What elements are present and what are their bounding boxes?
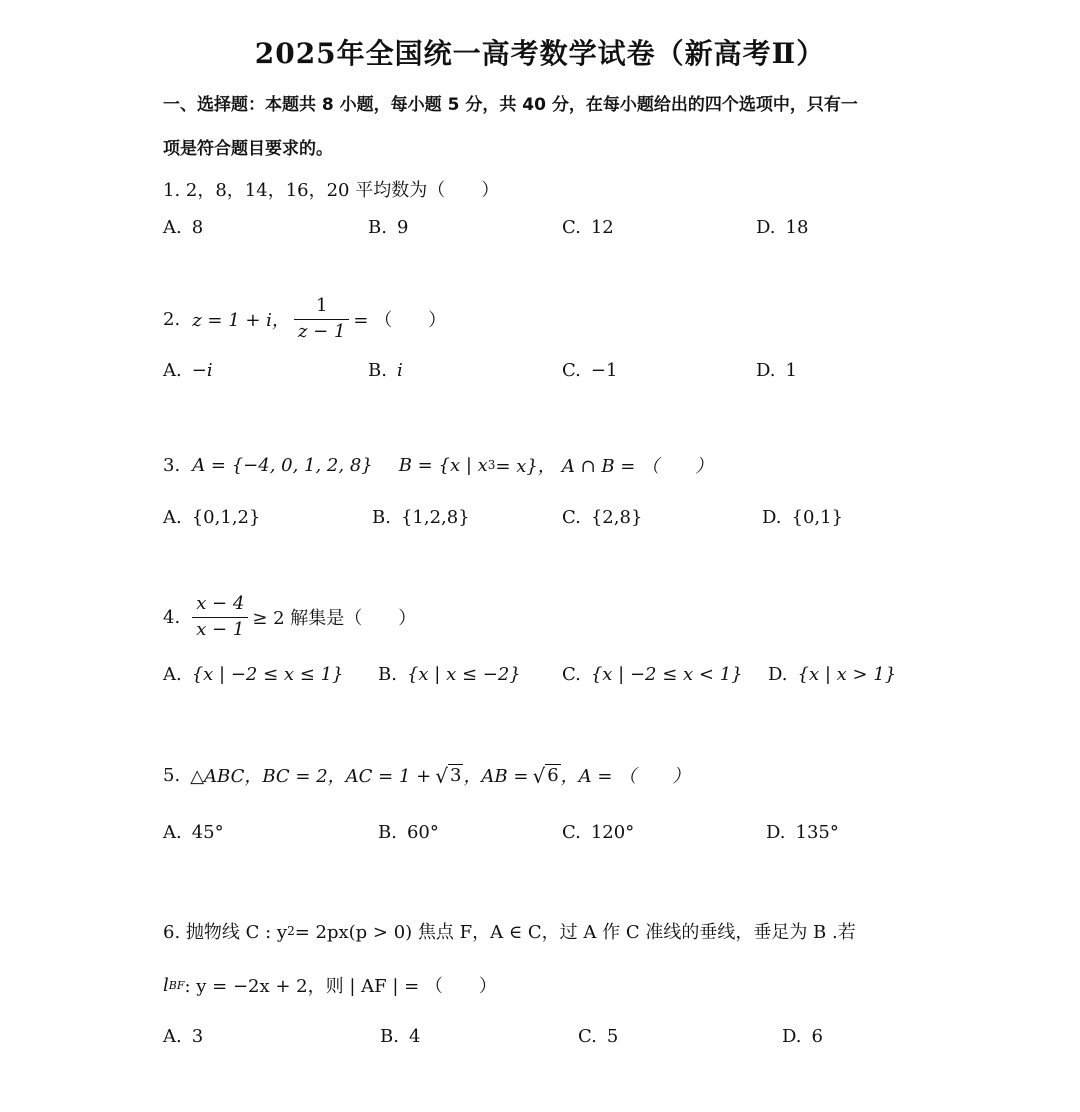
section-instructions-line1: 一、选择题：本题共 8 小题，每小题 5 分，共 40 分，在每小题给出的四个选项中，只有一 [163,95,858,115]
question-3-stem: 3. A = {−4, 0, 1, 2, 8} B = {x | x 3 = x}， A ∩ B = （ ） [163,454,714,477]
question-6-option-d: D. 6 [782,1026,823,1047]
question-4-option-c: C. {x | −2 ≤ x < 1} [562,664,743,685]
question-4-option-d: D. {x | x > 1} [768,664,897,685]
question-5-stem: 5. △ABC，BC = 2，AC = 1 + √ 3 ，AB = √ 6 ，A = （ ） [163,764,691,789]
question-2-option-a: A. −i [163,360,213,381]
question-5-option-c: C. 120° [562,822,635,843]
question-5-option-a: A. 45° [163,822,224,843]
question-1-option-b: B. 9 [368,217,409,238]
question-1-stem: 1. 2，8，14，16，20 平均数为（ ） [163,180,500,201]
question-2-stem: 2. z = 1 + i， $\frac{1}{z - 1}$ = （ ） [163,295,447,342]
question-6-stem-line2: l BF : y = −2x + 2，则 | AF | = （ ） [163,974,497,997]
question-6-stem-line1: 6. 抛物线 C : y 2 = 2px(p > 0) 焦点 F，A ∈ C，过 A 作 C 准线的垂线，垂足为 B .若 [163,922,856,943]
question-3-option-a: A. {0,1,2} [163,507,261,528]
question-3-option-d: D. {0,1} [762,507,844,528]
question-2-fraction: $\frac{1}{z - 1}$ [294,296,349,342]
question-2-option-d: D. 1 [756,360,797,381]
question-5-option-b: B. 60° [378,822,439,843]
question-4-option-b: B. {x | x ≤ −2} [378,664,521,685]
question-1-option-a: A. 8 [163,217,204,238]
question-5-option-d: D. 135° [766,822,839,843]
question-1-option-c: C. 12 [562,217,614,238]
sqrt-3: √ 3 [435,764,462,789]
question-6-option-b: B. 4 [380,1026,421,1047]
page-title: 2025年全国统一高考数学试卷（新高考Ⅱ） [254,37,826,70]
question-4-option-a: A. {x | −2 ≤ x ≤ 1} [163,664,344,685]
sqrt-6: √ 6 [532,764,559,789]
question-3-option-c: C. {2,8} [562,507,643,528]
question-4-stem: 4. $\frac{x - 4}{x - 1}$ ≥ 2 解集是（ ） [163,593,417,640]
question-4-fraction: $\frac{x - 4}{x - 1}$ [192,594,248,640]
section-instructions-line2: 项是符合题目要求的。 [163,139,333,159]
question-1-option-d: D. 18 [756,217,809,238]
question-2-option-c: C. −1 [562,360,618,381]
question-6-option-c: C. 5 [578,1026,619,1047]
question-6-option-a: A. 3 [163,1026,204,1047]
question-3-option-b: B. {1,2,8} [372,507,470,528]
question-2-option-b: B. i [368,360,403,381]
